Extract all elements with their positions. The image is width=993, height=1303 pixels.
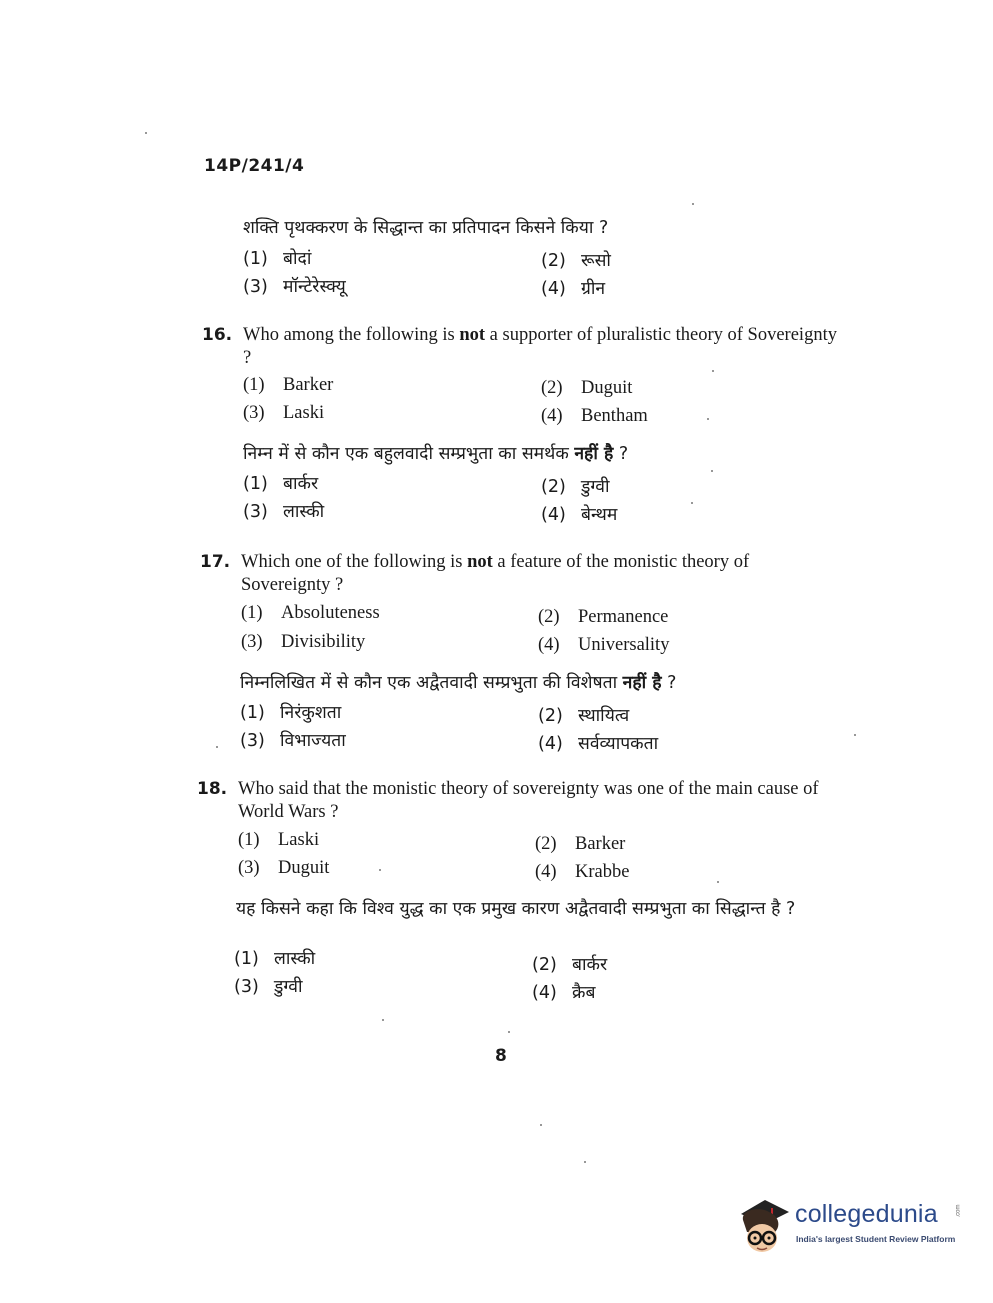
option-text: स्थायित्व <box>578 706 630 726</box>
mascot-icon <box>735 1196 791 1262</box>
option-number: (4) <box>538 635 560 655</box>
option-text: Permanence <box>578 607 669 627</box>
q16-hindi-option-4 <box>541 502 617 526</box>
option-number: (4) <box>541 505 566 525</box>
option-text: क्रैब <box>572 983 596 1003</box>
scan-speck <box>584 1161 586 1163</box>
option-text: Divisibility <box>281 632 366 652</box>
option-text: Laski <box>283 403 325 423</box>
scan-speck <box>717 881 719 883</box>
q17-hindi-option-4 <box>538 731 658 755</box>
scan-speck <box>216 746 218 748</box>
q15-hindi-option-4 <box>541 276 605 300</box>
option-text: रूसो <box>581 251 611 271</box>
q16-text: Who among the following is not a supporter of pluralistic theory of Sovereignty ? <box>243 325 837 368</box>
q17-option-2 <box>538 607 668 628</box>
option-number: (4) <box>535 862 557 882</box>
scan-speck <box>712 370 714 372</box>
q16-option-1 <box>243 375 333 396</box>
option-number: (2) <box>535 834 557 854</box>
option-text: विभाज्यता <box>280 731 346 751</box>
option-text: Laski <box>278 830 320 850</box>
option-text: Universality <box>578 635 670 655</box>
scan-speck <box>711 470 713 472</box>
option-number: (2) <box>541 477 566 497</box>
q18-option-4 <box>535 862 629 883</box>
q16-hindi-option-2 <box>541 474 610 498</box>
option-text: बार्कर <box>572 955 608 975</box>
option-text: Duguit <box>581 378 633 398</box>
option-text: Bentham <box>581 406 648 426</box>
option-number: (2) <box>532 955 557 975</box>
option-text: बेन्थम <box>581 505 618 525</box>
q16-option-4 <box>541 406 648 427</box>
option-number: (1) <box>238 830 260 850</box>
scan-speck <box>382 1019 384 1021</box>
scan-speck <box>145 132 147 134</box>
option-number: (3) <box>243 403 265 423</box>
option-number: (3) <box>238 858 260 878</box>
option-number: (2) <box>538 706 563 726</box>
option-number: (1) <box>243 249 268 269</box>
option-text: निरंकुशता <box>280 703 342 723</box>
page-number: 8 <box>495 1046 507 1066</box>
option-number: (3) <box>243 502 268 522</box>
option-number: (4) <box>541 279 566 299</box>
q17-hindi-option-1 <box>240 700 341 724</box>
q15-hindi-option-2 <box>541 248 611 272</box>
q18-number: 18. <box>197 779 228 799</box>
option-number: (1) <box>240 703 265 723</box>
scan-speck <box>692 203 694 205</box>
q16-option-2 <box>541 378 632 399</box>
option-number: (1) <box>241 603 263 623</box>
option-number: (1) <box>243 375 265 395</box>
option-text: बार्कर <box>283 474 319 494</box>
option-number: (1) <box>243 474 268 494</box>
option-text: Absoluteness <box>281 603 380 623</box>
q17-option-1 <box>241 603 380 624</box>
option-text: Barker <box>283 375 334 395</box>
q18-option-3 <box>238 858 329 879</box>
paper-code: 14P/241/4 <box>204 156 305 176</box>
option-number: (4) <box>532 983 557 1003</box>
q17-number: 17. <box>200 552 231 572</box>
q18-hindi-option-4 <box>532 980 595 1004</box>
logo-wordmark: collegedunia <box>795 1200 938 1228</box>
collegedunia-logo[interactable] <box>735 1196 965 1262</box>
q18-text: Who said that the monistic theory of sovereignty was one of the main cause of World Wars ? <box>238 779 819 822</box>
q17-hindi-option-3 <box>240 728 346 752</box>
scan-speck <box>508 1031 510 1033</box>
option-number: (3) <box>241 632 263 652</box>
q16-hindi-option-3 <box>243 499 324 523</box>
option-text: Duguit <box>278 858 330 878</box>
q18-hindi-option-1 <box>234 946 315 970</box>
scan-speck <box>379 869 381 871</box>
scan-speck <box>707 418 709 420</box>
q16-hindi-option-1 <box>243 471 318 495</box>
option-number: (2) <box>541 378 563 398</box>
option-number: (4) <box>541 406 563 426</box>
q17-hindi-text: निम्नलिखित में से कौन एक अद्वैतवादी सम्प्रभुता की विशेषता नहीं है ? <box>240 673 677 693</box>
q17-text: Which one of the following is not a feature of the monistic theory of Sovereignty ? <box>241 552 750 595</box>
scan-speck <box>691 502 693 504</box>
option-number: (1) <box>234 949 259 969</box>
option-number: (2) <box>538 607 560 627</box>
q15-hindi-text: शक्ति पृथक्करण के सिद्धान्त का प्रतिपादन किसने किया ? <box>243 218 609 238</box>
option-text: डुग्वी <box>274 977 303 997</box>
q16-number: 16. <box>202 325 233 345</box>
option-text: डुग्वी <box>581 477 610 497</box>
option-text: लास्की <box>274 949 316 969</box>
q16-hindi-text: निम्न में से कौन एक बहुलवादी सम्प्रभुता का समर्थक नहीं है ? <box>243 444 629 464</box>
option-text: ग्रीन <box>581 279 606 299</box>
q18-hindi-option-2 <box>532 952 607 976</box>
scan-speck <box>854 734 856 736</box>
scan-speck <box>540 1124 542 1126</box>
option-text: लास्की <box>283 502 325 522</box>
q18-hindi-text: यह किसने कहा कि विश्व युद्ध का एक प्रमुख कारण अद्वैतवादी सम्प्रभुता का सिद्धान्त है ? <box>236 899 796 919</box>
q18-option-2 <box>535 834 625 855</box>
q18-option-1 <box>238 830 319 851</box>
logo-suffix: .com <box>955 1204 962 1218</box>
option-text: Barker <box>575 834 626 854</box>
option-text: सर्वव्यापकता <box>578 734 659 754</box>
option-number: (4) <box>538 734 563 754</box>
q15-hindi-option-3 <box>243 274 346 298</box>
q17-option-4 <box>538 635 669 656</box>
q15-hindi-option-1 <box>243 246 311 270</box>
option-text: मॉन्टेरेस्क्यू <box>283 277 346 297</box>
option-number: (3) <box>240 731 265 751</box>
option-number: (3) <box>234 977 259 997</box>
logo-tagline: India's largest Student Review Platform <box>796 1234 956 1244</box>
option-text: बोदां <box>283 249 312 269</box>
q16-option-3 <box>243 403 324 424</box>
q17-hindi-option-2 <box>538 703 629 727</box>
q18-hindi-option-3 <box>234 974 303 998</box>
option-number: (3) <box>243 277 268 297</box>
option-number: (2) <box>541 251 566 271</box>
q17-option-3 <box>241 632 365 653</box>
option-text: Krabbe <box>575 862 630 882</box>
